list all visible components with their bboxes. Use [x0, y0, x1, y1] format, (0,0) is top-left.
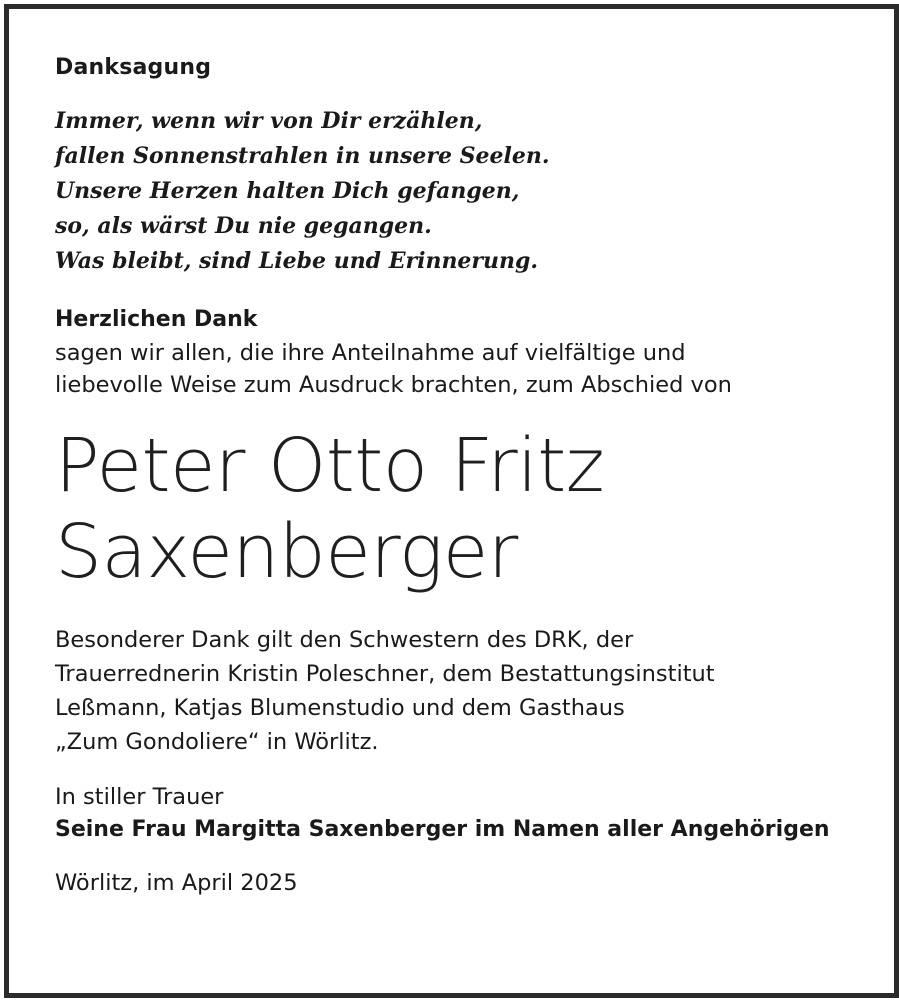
thanks-line: sagen wir allen, die ihre Anteilnahme auf vielfältige und — [55, 340, 686, 366]
mourning-section — [55, 781, 875, 847]
mourning-signature: Seine Frau Margitta Saxenberger im Namen aller Angehörigen — [55, 817, 830, 842]
poem-line: Immer, wenn wir von Dir erzählen, — [55, 108, 483, 134]
poem-line: Unsere Herzen halten Dich gefangen, — [55, 178, 520, 204]
mourning-intro: In stiller Trauer — [55, 784, 224, 810]
place-date: Wörlitz, im April 2025 — [55, 870, 298, 896]
poem-line: fallen Sonnenstrahlen in unsere Seelen. — [55, 143, 550, 169]
notice-content — [55, 55, 875, 899]
special-thanks-line: „Zum Gondoliere“ in Wörlitz. — [55, 729, 379, 755]
notice-frame — [4, 4, 899, 998]
deceased-name-line2: Saxenberger — [55, 509, 518, 595]
deceased-name-line1: Peter Otto Fritz — [55, 423, 605, 509]
deceased-name — [55, 423, 875, 595]
poem-line: Was bleibt, sind Liebe und Erinnerung. — [55, 248, 539, 274]
poem-line: so, als wärst Du nie gegangen. — [55, 213, 432, 239]
special-thanks-line: Besonderer Dank gilt den Schwestern des DRK, der — [55, 627, 634, 653]
special-thanks-line: Trauerrednerin Kristin Poleschner, dem Bestattungsinstitut — [55, 661, 715, 687]
thanks-title: Herzlichen Dank — [55, 307, 258, 332]
notice-heading: Danksagung — [55, 55, 212, 80]
thanks-line: liebevolle Weise zum Ausdruck brachten, zum Abschied von — [55, 372, 732, 398]
special-thanks — [55, 623, 875, 759]
special-thanks-line: Leßmann, Katjas Blumenstudio und dem Gasthaus — [55, 695, 625, 721]
poem — [55, 104, 875, 279]
thanks-section — [55, 303, 875, 401]
